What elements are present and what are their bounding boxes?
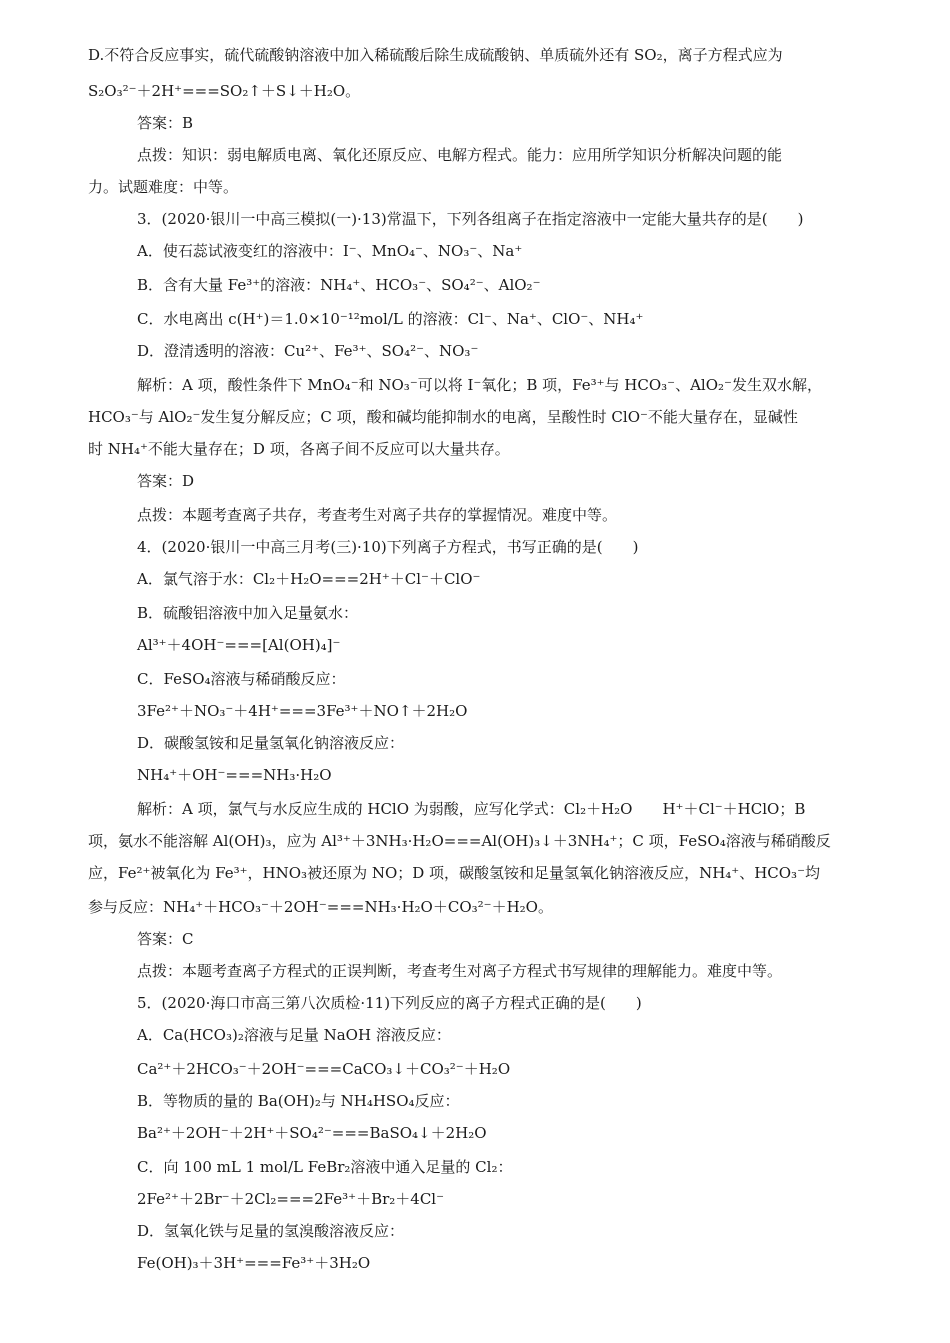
answer-line: 答案：D — [137, 472, 195, 490]
option-line: B．含有大量 Fe³⁺的溶液：NH₄⁺、HCO₃⁻、SO₄²⁻、AlO₂⁻ — [137, 276, 541, 294]
option-line: C．水电离出 c(H⁺)＝1.0×10⁻¹²mol/L 的溶液：Cl⁻、Na⁺、ClO⁻、NH₄⁺ — [137, 310, 644, 328]
question-heading: 3．(2020·银川一中高三模拟(一)·13)常温下，下列各组离子在指定溶液中一定能大量共存的是( ) — [137, 210, 804, 228]
option-line: D．氢氧化铁与足量的氢溴酸溶液反应： — [137, 1222, 405, 1240]
option-line: D．澄清透明的溶液：Cu²⁺、Fe³⁺、SO₄²⁻、NO₃⁻ — [137, 342, 479, 360]
option-line: A．使石蕊试液变红的溶液中：I⁻、MnO₄⁻、NO₃⁻、Na⁺ — [137, 242, 523, 260]
equation-line: Fe(OH)₃＋3H⁺===Fe³⁺＋3H₂O — [137, 1254, 371, 1272]
option-line: D．碳酸氢铵和足量氢氧化钠溶液反应： — [137, 734, 405, 752]
note-line: 点拨：本题考查离子共存，考查考生对离子共存的掌握情况。难度中等。 — [137, 506, 618, 524]
option-line: B．硫酸铝溶液中加入足量氨水： — [137, 604, 359, 622]
text-line: 力。试题难度：中等。 — [88, 178, 239, 196]
text-line: HCO₃⁻与 AlO₂⁻发生复分解反应；C 项，酸和碱均能抑制水的电离，呈酸性时 ClO⁻不能大量存在，显碱性 — [88, 408, 798, 426]
equation-line: Ba²⁺＋2OH⁻＋2H⁺＋SO₄²⁻===BaSO₄↓＋2H₂O — [137, 1124, 487, 1142]
note-line: 点拨：本题考查离子方程式的正误判断，考查考生对离子方程式书写规律的理解能力。难度中等。 — [137, 962, 783, 980]
question-heading: 4．(2020·银川一中高三月考(三)·10)下列离子方程式，书写正确的是( ) — [137, 538, 639, 556]
equation-line: NH₄⁺＋OH⁻===NH₃·H₂O — [137, 766, 332, 784]
answer-line: 答案：C — [137, 930, 194, 948]
text-line: 应，Fe²⁺被氧化为 Fe³⁺，HNO₃被还原为 NO；D 项，碳酸氢铵和足量氢氧化钠溶液反应，NH₄⁺、HCO₃⁻均 — [88, 864, 820, 882]
option-line: C．FeSO₄溶液与稀硝酸反应： — [137, 670, 346, 688]
text-line: 项，氨水不能溶解 Al(OH)₃，应为 Al³⁺＋3NH₃·H₂O===Al(OH)₃↓＋3NH₄⁺；C 项，FeSO₄溶液与稀硝酸反 — [88, 832, 831, 850]
text-line: 参与反应：NH₄⁺＋HCO₃⁻＋2OH⁻===NH₃·H₂O＋CO₃²⁻＋H₂O。 — [88, 898, 553, 916]
equation-line: Al³⁺＋4OH⁻===[Al(OH)₄]⁻ — [137, 636, 341, 654]
text-line: S₂O₃²⁻＋2H⁺===SO₂↑＋S↓＋H₂O。 — [88, 82, 361, 100]
equation-line: 2Fe²⁺＋2Br⁻＋2Cl₂===2Fe³⁺＋Br₂＋4Cl⁻ — [137, 1190, 445, 1208]
option-line: A．氯气溶于水：Cl₂＋H₂O===2H⁺＋Cl⁻＋ClO⁻ — [137, 570, 481, 588]
answer-line: 答案：B — [137, 114, 194, 132]
option-line: C．向 100 mL 1 mol/L FeBr₂溶液中通入足量的 Cl₂： — [137, 1158, 513, 1176]
option-line: A．Ca(HCO₃)₂溶液与足量 NaOH 溶液反应： — [137, 1026, 451, 1044]
equation-line: Ca²⁺＋2HCO₃⁻＋2OH⁻===CaCO₃↓＋CO₃²⁻＋H₂O — [137, 1060, 511, 1078]
text-line: D.不符合反应事实，硫代硫酸钠溶液中加入稀硫酸后除生成硫酸钠、单质硫外还有 SO₂，离子方程式应为 — [88, 46, 783, 64]
text-line: 时 NH₄⁺不能大量存在；D 项，各离子间不反应可以大量共存。 — [88, 440, 510, 458]
analysis-line: 解析：A 项，氯气与水反应生成的 HClO 为弱酸，应写化学式：Cl₂＋H₂O H⁺＋Cl⁻＋HClO；B — [137, 800, 806, 818]
equation-line: 3Fe²⁺＋NO₃⁻＋4H⁺===3Fe³⁺＋NO↑＋2H₂O — [137, 702, 468, 720]
option-line: B．等物质的量的 Ba(OH)₂与 NH₄HSO₄反应： — [137, 1092, 460, 1110]
analysis-line: 解析：A 项，酸性条件下 MnO₄⁻和 NO₃⁻可以将 I⁻氧化；B 项，Fe³⁺与 HCO₃⁻、AlO₂⁻发生双水解， — [137, 376, 822, 394]
note-line: 点拨：知识：弱电解质电离、氧化还原反应、电解方程式。能力：应用所学知识分析解决问题的能 — [137, 146, 783, 164]
question-heading: 5．(2020·海口市高三第八次质检·11)下列反应的离子方程式正确的是( ) — [137, 994, 642, 1012]
